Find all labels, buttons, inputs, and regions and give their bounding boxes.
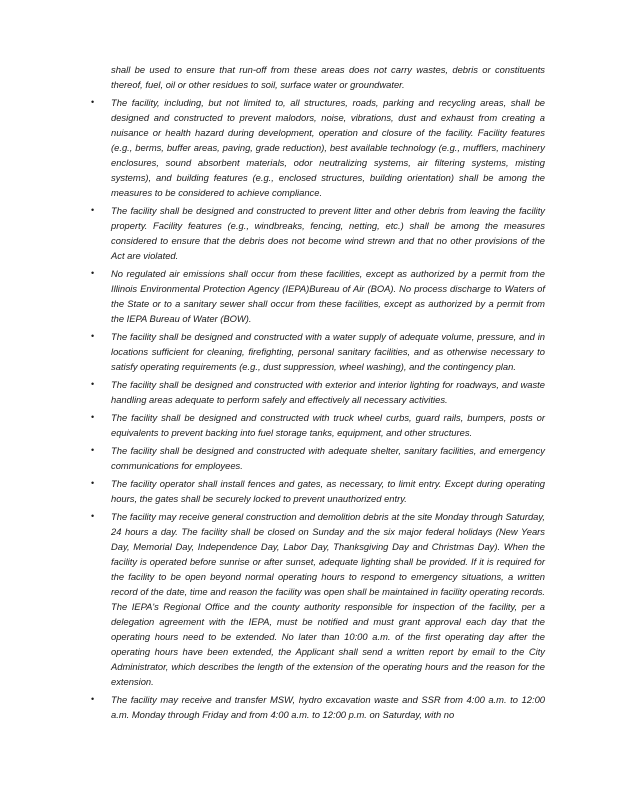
list-item (91, 509, 545, 689)
bullet-icon: • (91, 379, 95, 389)
bullet-icon: • (91, 412, 95, 422)
list-item (91, 203, 545, 263)
bullet-icon: • (91, 694, 95, 704)
list-item (91, 329, 545, 374)
list-item (91, 95, 545, 200)
document-body (91, 62, 545, 725)
list-item (91, 476, 545, 506)
list-item-text: The facility may receive general construction and demolition debris at the site Monday through Saturday, 24 hours a day. The facility shall be closed on Sunday and the six major federal holidays (New Years Day, Memorial Day, Independence Day, Labor Day, Thanksgiving Day and Christmas Day). When the facility is operated before sunrise or after sunset, adequate lighting shall be provided. If it is required for the facility to be open beyond normal operating hours to respond to emergency situations, a written record of the date, time and reason the facility was open shall be maintained in facility operating records. The IEPA's Regional Office and the county authority responsible for inspection of the facility, per a delegation agreement with the IEPA, must be notified and must grant approval each day that the operating hours need to be extended. No later than 10:00 a.m. of the first operating day after the operating hours have been extended, the Applicant shall send a written report by email to the City Administrator, which describes the length of the extension of the operating hours and the reason for the extension. (111, 511, 545, 687)
list-item-text: The facility shall be designed and constructed with adequate shelter, sanitary facilities, and emergency communications for employees. (111, 445, 545, 471)
bullet-icon: • (91, 97, 95, 107)
list-item-text: The facility shall be designed and constructed with a water supply of adequate volume, pressure, and in locations sufficient for cleaning, firefighting, personal sanitary facilities, and as otherwise necessary to satisfy operating requirements (e.g., dust suppression, wheel washing), and the contingency plan. (111, 331, 545, 372)
list-item (91, 266, 545, 326)
bullet-icon: • (91, 268, 95, 278)
intro-paragraph: shall be used to ensure that run-off from these areas does not carry wastes, debris or constituents thereof, fuel, oil or other residues to soil, surface water or groundwater. (111, 64, 545, 90)
list-item-text: The facility shall be designed and constructed with exterior and interior lighting for roadways, and waste handling areas adequate to perform safely and effectively all necessary activities. (111, 379, 545, 405)
requirements-list (91, 95, 545, 722)
bullet-icon: • (91, 331, 95, 341)
list-item (91, 692, 545, 722)
list-item-text: The facility operator shall install fences and gates, as necessary, to limit entry. Except during operating hours, the gates shall be securely locked to prevent unauthorized entry. (111, 478, 545, 504)
list-item-text: No regulated air emissions shall occur from these facilities, except as authorized by a permit from the Illinois Environmental Protection Agency (IEPA)Bureau of Air (BOA). No process discharge to Waters of the State or to a sanitary sewer shall occur from these facilities, except as authorized by a permit from the IEPA Bureau of Water (BOW). (111, 268, 545, 324)
list-item-text: The facility shall be designed and constructed with truck wheel curbs, guard rails, bumpers, posts or equivalents to prevent backing into fuel storage tanks, equipment, and other structures. (111, 412, 545, 438)
list-item (91, 443, 545, 473)
list-item (91, 377, 545, 407)
list-item-text: The facility shall be designed and constructed to prevent litter and other debris from leaving the facility property. Facility features (e.g., windbreaks, fencing, netting, etc.) shall be among the measures considered to ensure that the debris does not become wind strewn and that no other provisions of the Act are violated. (111, 205, 545, 261)
list-item-text: The facility may receive and transfer MSW, hydro excavation waste and SSR from 4:00 a.m. to 12:00 a.m. Monday through Friday and from 4:00 a.m. to 12:00 p.m. on Saturday, with no (111, 694, 545, 720)
bullet-icon: • (91, 478, 95, 488)
list-item (91, 410, 545, 440)
list-item-text: The facility, including, but not limited to, all structures, roads, parking and recycling areas, shall be designed and constructed to prevent malodors, noise, vibrations, dust and exhaust from creating a nuisance or health hazard during development, operation and closure of the facility. Facility features (e.g., berms, buffer areas, paving, grade reduction), best available technology (e.g., mufflers, machinery enclosures, sound absorbent materials, odor neutralizing systems, air filtering systems, misting systems), and building features (e.g., enclosed structures, building orientation) shall be among the measures to be considered to achieve compliance. (111, 97, 545, 198)
bullet-icon: • (91, 511, 95, 521)
bullet-icon: • (91, 445, 95, 455)
bullet-icon: • (91, 205, 95, 215)
